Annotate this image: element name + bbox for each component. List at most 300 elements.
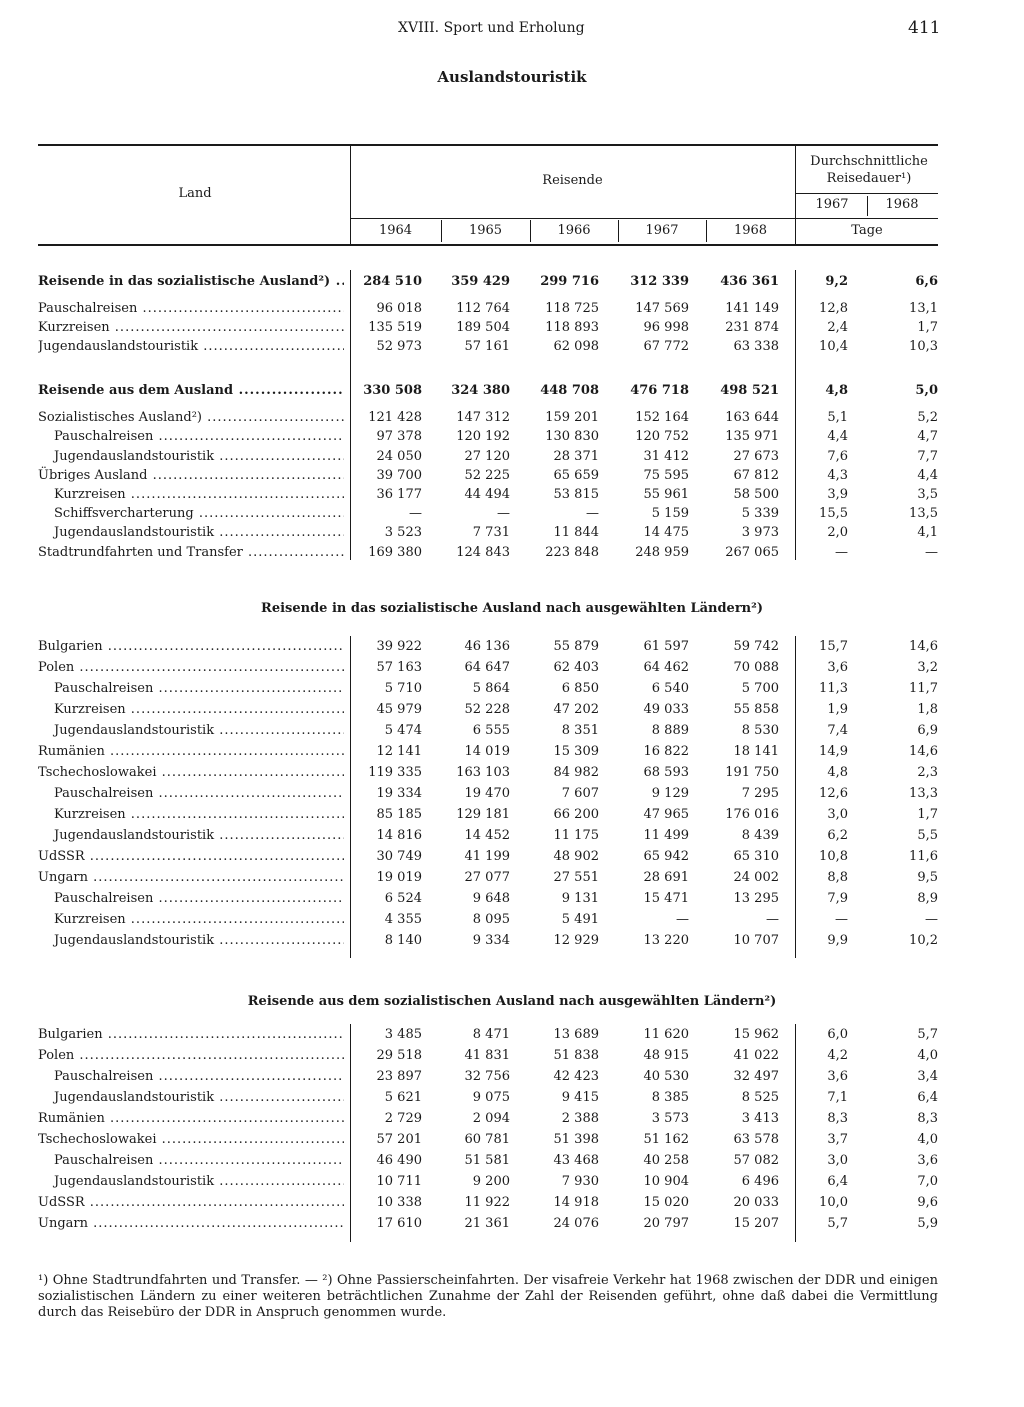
row-label: Tschechoslowakei ..... <box>38 1130 344 1150</box>
row-value-4: 47 965 <box>643 807 689 822</box>
row-value-7: 3,4 <box>917 1069 938 1084</box>
row-value-2: 359 429 <box>451 274 510 289</box>
row-value-6: — <box>835 544 848 560</box>
row-value-5: 191 750 <box>725 765 779 780</box>
row-value-3: 12 929 <box>553 933 599 948</box>
row-value-2: 6 555 <box>472 723 510 738</box>
row-value-6: 6,4 <box>827 1174 848 1189</box>
row-value-4: 61 597 <box>643 639 689 654</box>
table-row <box>38 721 938 741</box>
table-row <box>38 868 938 888</box>
row-value-5: 5 700 <box>741 681 779 696</box>
row-label: UdSSR ..... <box>38 847 344 867</box>
row-value-6: 7,4 <box>827 723 848 738</box>
row-label: Kurzreisen ..... <box>38 805 344 825</box>
header-year-1964: 1964 <box>378 223 413 238</box>
table-row <box>38 763 938 783</box>
row-value-7: 4,0 <box>917 1048 938 1063</box>
table-row <box>38 1067 938 1087</box>
row-value-1: 169 380 <box>368 544 422 560</box>
row-value-3: 84 982 <box>553 765 599 780</box>
row-value-3: 15 309 <box>553 744 599 759</box>
row-value-6: 7,9 <box>827 891 848 906</box>
row-label: Jugendauslandstouristik ..... <box>38 523 344 543</box>
row-value-2: 52 225 <box>464 467 510 483</box>
row-value-5: 59 742 <box>733 639 779 654</box>
row-value-3: 223 848 <box>545 544 599 560</box>
section-title-countries-to: Reisende in das sozialistische Ausland nach ausgewählten Ländern²) <box>261 601 763 616</box>
row-value-3: 24 076 <box>553 1216 599 1231</box>
row-value-6: 4,3 <box>827 467 848 483</box>
row-value-4: 15 020 <box>643 1195 689 1210</box>
row-value-2: 41 199 <box>464 849 510 864</box>
row-value-5: 267 065 <box>725 544 779 560</box>
row-value-2: 27 077 <box>464 870 510 885</box>
row-value-2: 44 494 <box>464 487 510 502</box>
row-value-7: — <box>925 544 938 560</box>
row-value-4: 55 961 <box>643 487 689 502</box>
table-row <box>38 910 938 930</box>
table-row <box>38 381 938 401</box>
table-row <box>38 784 938 804</box>
row-value-6: 4,4 <box>827 429 848 445</box>
row-value-2: 14 452 <box>464 828 510 843</box>
row-value-1: 52 973 <box>376 339 422 354</box>
row-value-7: 14,6 <box>909 639 938 654</box>
row-label: Stadtrundfahrten und Transfer ..... <box>38 543 344 563</box>
header-land: Land <box>178 186 212 201</box>
row-value-2: 8 471 <box>472 1027 510 1042</box>
row-value-5: 15 962 <box>733 1027 779 1042</box>
row-value-4: 49 033 <box>643 702 689 717</box>
row-value-6: 2,0 <box>827 525 848 541</box>
row-value-6: 9,9 <box>827 933 848 948</box>
row-value-5: 3 413 <box>741 1111 779 1126</box>
row-value-7: 1,8 <box>917 702 938 717</box>
row-value-2: 19 470 <box>464 786 510 801</box>
table-row <box>38 523 938 543</box>
row-value-2: 129 181 <box>456 807 510 822</box>
row-value-4: 6 540 <box>651 681 689 696</box>
row-value-5: 18 141 <box>733 744 779 759</box>
row-value-5: 10 707 <box>733 933 779 948</box>
row-value-1: 97 378 <box>376 429 422 445</box>
row-value-5: 176 016 <box>725 807 779 822</box>
row-value-3: 62 403 <box>553 660 599 675</box>
row-value-4: 8 385 <box>651 1090 689 1105</box>
row-value-5: 8 439 <box>741 828 779 843</box>
row-value-5: 67 812 <box>733 467 779 483</box>
row-value-6: 10,4 <box>819 339 848 354</box>
row-value-1: 85 185 <box>376 807 422 822</box>
row-value-3: 448 708 <box>540 383 599 398</box>
row-label: Polen ..... <box>38 1046 344 1066</box>
row-value-2: 112 764 <box>456 301 510 316</box>
header-year-1966: 1966 <box>557 223 591 238</box>
row-value-3: 48 902 <box>553 849 599 864</box>
row-value-3: 8 351 <box>561 723 599 738</box>
row-value-3: 51 398 <box>553 1132 599 1147</box>
row-value-2: 14 019 <box>464 744 510 759</box>
table-row <box>38 447 938 467</box>
header-reisende: Reisende <box>542 173 603 188</box>
row-label: Kurzreisen ..... <box>38 910 344 930</box>
table-row <box>38 931 938 951</box>
row-value-1: 2 729 <box>384 1111 422 1126</box>
row-value-3: 42 423 <box>553 1069 599 1084</box>
row-label: Jugendauslandstouristik ..... <box>38 826 344 846</box>
row-value-4: 120 752 <box>635 429 689 445</box>
row-value-5: 41 022 <box>733 1048 779 1063</box>
row-value-4: 28 691 <box>643 870 689 885</box>
table-row <box>38 485 938 505</box>
row-value-5: 24 002 <box>733 870 779 885</box>
table-row <box>38 1109 938 1129</box>
table-row <box>38 1025 938 1045</box>
row-value-4: 10 904 <box>643 1174 689 1189</box>
row-value-6: 3,7 <box>827 1132 848 1147</box>
row-value-4: 40 258 <box>643 1153 689 1168</box>
row-value-1: 3 485 <box>384 1027 422 1042</box>
table-row <box>38 847 938 867</box>
row-value-7: 10,3 <box>909 339 938 354</box>
table-row <box>38 543 938 563</box>
row-value-2: 5 864 <box>472 681 510 696</box>
row-value-1: 39 700 <box>376 467 422 483</box>
row-value-4: 40 530 <box>643 1069 689 1084</box>
row-value-4: 48 915 <box>643 1048 689 1063</box>
row-label: Jugendauslandstouristik ..... <box>38 337 344 357</box>
row-value-4: — <box>676 912 689 927</box>
row-value-6: 4,8 <box>827 765 848 780</box>
page-number: 411 <box>908 18 941 38</box>
row-value-1: 19 334 <box>376 786 422 801</box>
row-value-2: 324 380 <box>451 383 510 398</box>
row-value-5: 3 973 <box>741 525 779 541</box>
row-value-2: 9 200 <box>472 1174 510 1189</box>
row-value-2: 51 581 <box>464 1153 510 1168</box>
row-value-5: 7 295 <box>741 786 779 801</box>
row-value-3: 13 689 <box>553 1027 599 1042</box>
row-value-3: 9 131 <box>561 891 599 906</box>
row-value-7: 10,2 <box>909 933 938 948</box>
row-value-6: 3,0 <box>827 807 848 822</box>
row-value-5: 5 339 <box>741 506 779 522</box>
row-value-1: 330 508 <box>363 383 422 398</box>
row-value-3: 5 491 <box>561 912 599 927</box>
row-value-2: 11 922 <box>464 1195 510 1210</box>
table-row <box>38 408 938 428</box>
row-value-2: 189 504 <box>456 320 510 335</box>
row-value-5: 8 530 <box>741 723 779 738</box>
years-rule <box>350 218 938 219</box>
row-label: Ungarn ..... <box>38 868 344 888</box>
row-value-2: 52 228 <box>464 702 510 717</box>
row-value-4: 20 797 <box>643 1216 689 1231</box>
row-value-5: 32 497 <box>733 1069 779 1084</box>
row-value-6: 2,4 <box>827 320 848 335</box>
row-label: Schiffsvercharterung ..... <box>38 504 344 524</box>
row-label: Polen ..... <box>38 658 344 678</box>
row-value-1: 57 163 <box>376 660 422 675</box>
row-value-3: 130 830 <box>545 429 599 445</box>
table-row <box>38 679 938 699</box>
header-year-1967: 1967 <box>645 223 679 238</box>
row-value-1: 12 141 <box>376 744 422 759</box>
row-value-3: 65 659 <box>553 467 599 483</box>
row-value-6: 3,0 <box>827 1153 848 1168</box>
row-value-3: 47 202 <box>553 702 599 717</box>
row-value-1: 135 519 <box>368 320 422 335</box>
row-value-1: — <box>409 506 422 522</box>
table-row <box>38 337 938 357</box>
row-value-2: 27 120 <box>464 448 510 464</box>
row-value-5: 63 578 <box>733 1132 779 1147</box>
header-dauer-1967: 1967 <box>815 197 849 212</box>
row-value-4: 68 593 <box>643 765 689 780</box>
row-value-4: 11 620 <box>643 1027 689 1042</box>
row-label: Jugendauslandstouristik ..... <box>38 1088 344 1108</box>
row-value-6: 11,3 <box>819 681 848 696</box>
row-value-1: 39 922 <box>376 639 422 654</box>
row-label: Kurzreisen ..... <box>38 700 344 720</box>
row-value-1: 4 355 <box>384 912 422 927</box>
row-value-4: 65 942 <box>643 849 689 864</box>
header-year-1965: 1965 <box>468 223 503 238</box>
row-value-5: 6 496 <box>741 1174 779 1189</box>
row-value-7: 7,7 <box>917 448 938 464</box>
row-value-2: 163 103 <box>456 765 510 780</box>
row-value-5: 436 361 <box>720 274 779 289</box>
row-label: Bulgarien ..... <box>38 637 344 657</box>
row-value-5: 20 033 <box>733 1195 779 1210</box>
row-value-1: 8 140 <box>384 933 422 948</box>
row-value-1: 96 018 <box>376 301 422 316</box>
table-row <box>38 742 938 762</box>
row-value-6: 12,8 <box>819 301 848 316</box>
row-value-2: 60 781 <box>464 1132 510 1147</box>
row-value-5: 55 858 <box>733 702 779 717</box>
row-value-6: 10,8 <box>819 849 848 864</box>
row-value-7: 11,7 <box>909 681 938 696</box>
row-value-1: 5 474 <box>384 723 422 738</box>
row-value-2: 8 095 <box>472 912 510 927</box>
row-value-6: 14,9 <box>819 744 848 759</box>
table-row <box>38 466 938 486</box>
row-value-6: 15,5 <box>819 506 848 522</box>
row-value-7: 4,4 <box>917 467 938 483</box>
row-value-4: 9 129 <box>651 786 689 801</box>
row-value-7: 5,7 <box>917 1027 938 1042</box>
row-value-2: — <box>497 506 510 522</box>
row-value-2: 57 161 <box>464 339 510 354</box>
row-value-6: 3,9 <box>827 487 848 502</box>
row-label: Kurzreisen ..... <box>38 318 344 338</box>
row-value-1: 36 177 <box>376 487 422 502</box>
row-label: Rumänien ..... <box>38 1109 344 1129</box>
table-top-rule <box>38 144 938 146</box>
row-value-2: 147 312 <box>456 410 510 426</box>
row-value-1: 57 201 <box>376 1132 422 1147</box>
row-value-4: 14 475 <box>643 525 689 541</box>
row-value-2: 41 831 <box>464 1048 510 1063</box>
row-value-4: 147 569 <box>635 301 689 316</box>
table-row <box>38 889 938 909</box>
row-value-6: 1,9 <box>827 702 848 717</box>
row-label: Jugendauslandstouristik ..... <box>38 931 344 951</box>
row-value-1: 23 897 <box>376 1069 422 1084</box>
row-label: Pauschalreisen ..... <box>38 889 344 909</box>
running-head: XVIII. Sport und Erholung <box>398 20 585 36</box>
header-tage: Tage <box>851 223 883 238</box>
row-value-1: 121 428 <box>368 410 422 426</box>
row-value-7: 6,9 <box>917 723 938 738</box>
row-value-4: 152 164 <box>635 410 689 426</box>
row-label: Übriges Ausland ..... <box>38 466 344 486</box>
header-year-1968: 1968 <box>733 223 768 238</box>
row-value-5: 57 082 <box>733 1153 779 1168</box>
row-value-5: 163 644 <box>725 410 779 426</box>
page-title: Auslandstouristik <box>437 68 587 86</box>
row-value-7: 13,3 <box>909 786 938 801</box>
row-value-4: 5 159 <box>651 506 689 522</box>
row-value-1: 24 050 <box>376 448 422 464</box>
row-label: Tschechoslowakei ..... <box>38 763 344 783</box>
row-value-3: 53 815 <box>553 487 599 502</box>
row-value-4: 15 471 <box>643 891 689 906</box>
row-value-2: 7 731 <box>472 525 510 541</box>
row-value-5: 231 874 <box>725 320 779 335</box>
table-row <box>38 318 938 338</box>
row-value-4: 312 339 <box>630 274 689 289</box>
row-label: Bulgarien ..... <box>38 1025 344 1045</box>
table-row <box>38 1193 938 1213</box>
header-dauer-1968: 1968 <box>885 197 919 212</box>
row-value-7: 11,6 <box>909 849 938 864</box>
row-label: Pauschalreisen ..... <box>38 1067 344 1087</box>
row-value-7: 14,6 <box>909 744 938 759</box>
row-value-7: — <box>925 912 938 927</box>
row-label: Pauschalreisen ..... <box>38 784 344 804</box>
row-value-6: 6,0 <box>827 1027 848 1042</box>
row-value-3: 11 175 <box>553 828 599 843</box>
row-value-3: 2 388 <box>561 1111 599 1126</box>
row-value-2: 9 075 <box>472 1090 510 1105</box>
row-value-6: 8,3 <box>827 1111 848 1126</box>
header-dauer: Durchschnittliche Reisedauer¹) <box>810 154 928 186</box>
row-label: Pauschalreisen ..... <box>38 299 344 319</box>
table-row <box>38 1172 938 1192</box>
row-value-7: 4,0 <box>917 1132 938 1147</box>
row-value-3: 9 415 <box>561 1090 599 1105</box>
row-value-3: 28 371 <box>553 448 599 464</box>
row-value-3: 55 879 <box>553 639 599 654</box>
row-value-6: 7,6 <box>827 448 848 464</box>
row-value-6: 3,6 <box>827 1069 848 1084</box>
row-value-4: 16 822 <box>643 744 689 759</box>
row-value-3: 43 468 <box>553 1153 599 1168</box>
row-value-3: 6 850 <box>561 681 599 696</box>
row-value-5: 27 673 <box>733 448 779 464</box>
row-value-6: 8,8 <box>827 870 848 885</box>
row-value-3: 27 551 <box>553 870 599 885</box>
row-value-2: 21 361 <box>464 1216 510 1231</box>
row-value-1: 29 518 <box>376 1048 422 1063</box>
row-value-5: 65 310 <box>733 849 779 864</box>
table-row <box>38 504 938 524</box>
row-value-3: — <box>586 506 599 522</box>
row-value-4: 64 462 <box>643 660 689 675</box>
header-bottom-rule <box>38 244 938 246</box>
row-value-5: 15 207 <box>733 1216 779 1231</box>
row-label: UdSSR ..... <box>38 1193 344 1213</box>
row-value-7: 9,5 <box>917 870 938 885</box>
table-row <box>38 700 938 720</box>
table-row <box>38 805 938 825</box>
row-value-6: 4,8 <box>825 383 848 398</box>
row-value-4: 476 718 <box>630 383 689 398</box>
row-value-2: 124 843 <box>456 544 510 560</box>
row-label: Kurzreisen ..... <box>38 485 344 505</box>
row-value-7: 8,3 <box>917 1111 938 1126</box>
row-value-1: 284 510 <box>363 274 422 289</box>
row-value-6: 15,7 <box>819 639 848 654</box>
row-value-4: 96 998 <box>643 320 689 335</box>
row-value-7: 7,0 <box>917 1174 938 1189</box>
row-value-1: 3 523 <box>384 525 422 541</box>
row-value-6: 9,2 <box>825 274 848 289</box>
table-row <box>38 272 938 292</box>
row-value-7: 6,4 <box>917 1090 938 1105</box>
row-value-1: 45 979 <box>376 702 422 717</box>
row-value-3: 159 201 <box>545 410 599 426</box>
row-value-5: 141 149 <box>725 301 779 316</box>
row-value-7: 4,1 <box>917 525 938 541</box>
row-value-1: 30 749 <box>376 849 422 864</box>
table-row <box>38 1130 938 1150</box>
row-value-7: 13,5 <box>909 506 938 522</box>
row-value-4: 75 595 <box>643 467 689 483</box>
row-value-3: 66 200 <box>553 807 599 822</box>
row-value-1: 5 621 <box>384 1090 422 1105</box>
row-value-4: 31 412 <box>643 448 689 464</box>
row-value-5: 58 500 <box>733 487 779 502</box>
row-value-3: 118 893 <box>545 320 599 335</box>
table-row <box>38 427 938 447</box>
row-value-7: 13,1 <box>909 301 938 316</box>
row-value-7: 5,0 <box>915 383 938 398</box>
row-value-7: 3,2 <box>917 660 938 675</box>
row-value-7: 3,6 <box>917 1153 938 1168</box>
row-value-5: 498 521 <box>720 383 779 398</box>
row-value-6: 5,1 <box>827 410 848 426</box>
row-value-2: 9 648 <box>472 891 510 906</box>
row-value-3: 7 607 <box>561 786 599 801</box>
row-label: Reisende in das sozialistische Ausland²) ..... <box>38 272 344 292</box>
table-row <box>38 826 938 846</box>
row-label: Ungarn ..... <box>38 1214 344 1234</box>
row-value-1: 17 610 <box>376 1216 422 1231</box>
row-label: Pauschalreisen ..... <box>38 1151 344 1171</box>
row-value-3: 7 930 <box>561 1174 599 1189</box>
row-value-3: 51 838 <box>553 1048 599 1063</box>
row-value-5: 8 525 <box>741 1090 779 1105</box>
row-value-2: 120 192 <box>456 429 510 445</box>
row-label: Jugendauslandstouristik ..... <box>38 721 344 741</box>
table-row <box>38 299 938 319</box>
row-value-1: 19 019 <box>376 870 422 885</box>
row-value-7: 4,7 <box>917 429 938 445</box>
